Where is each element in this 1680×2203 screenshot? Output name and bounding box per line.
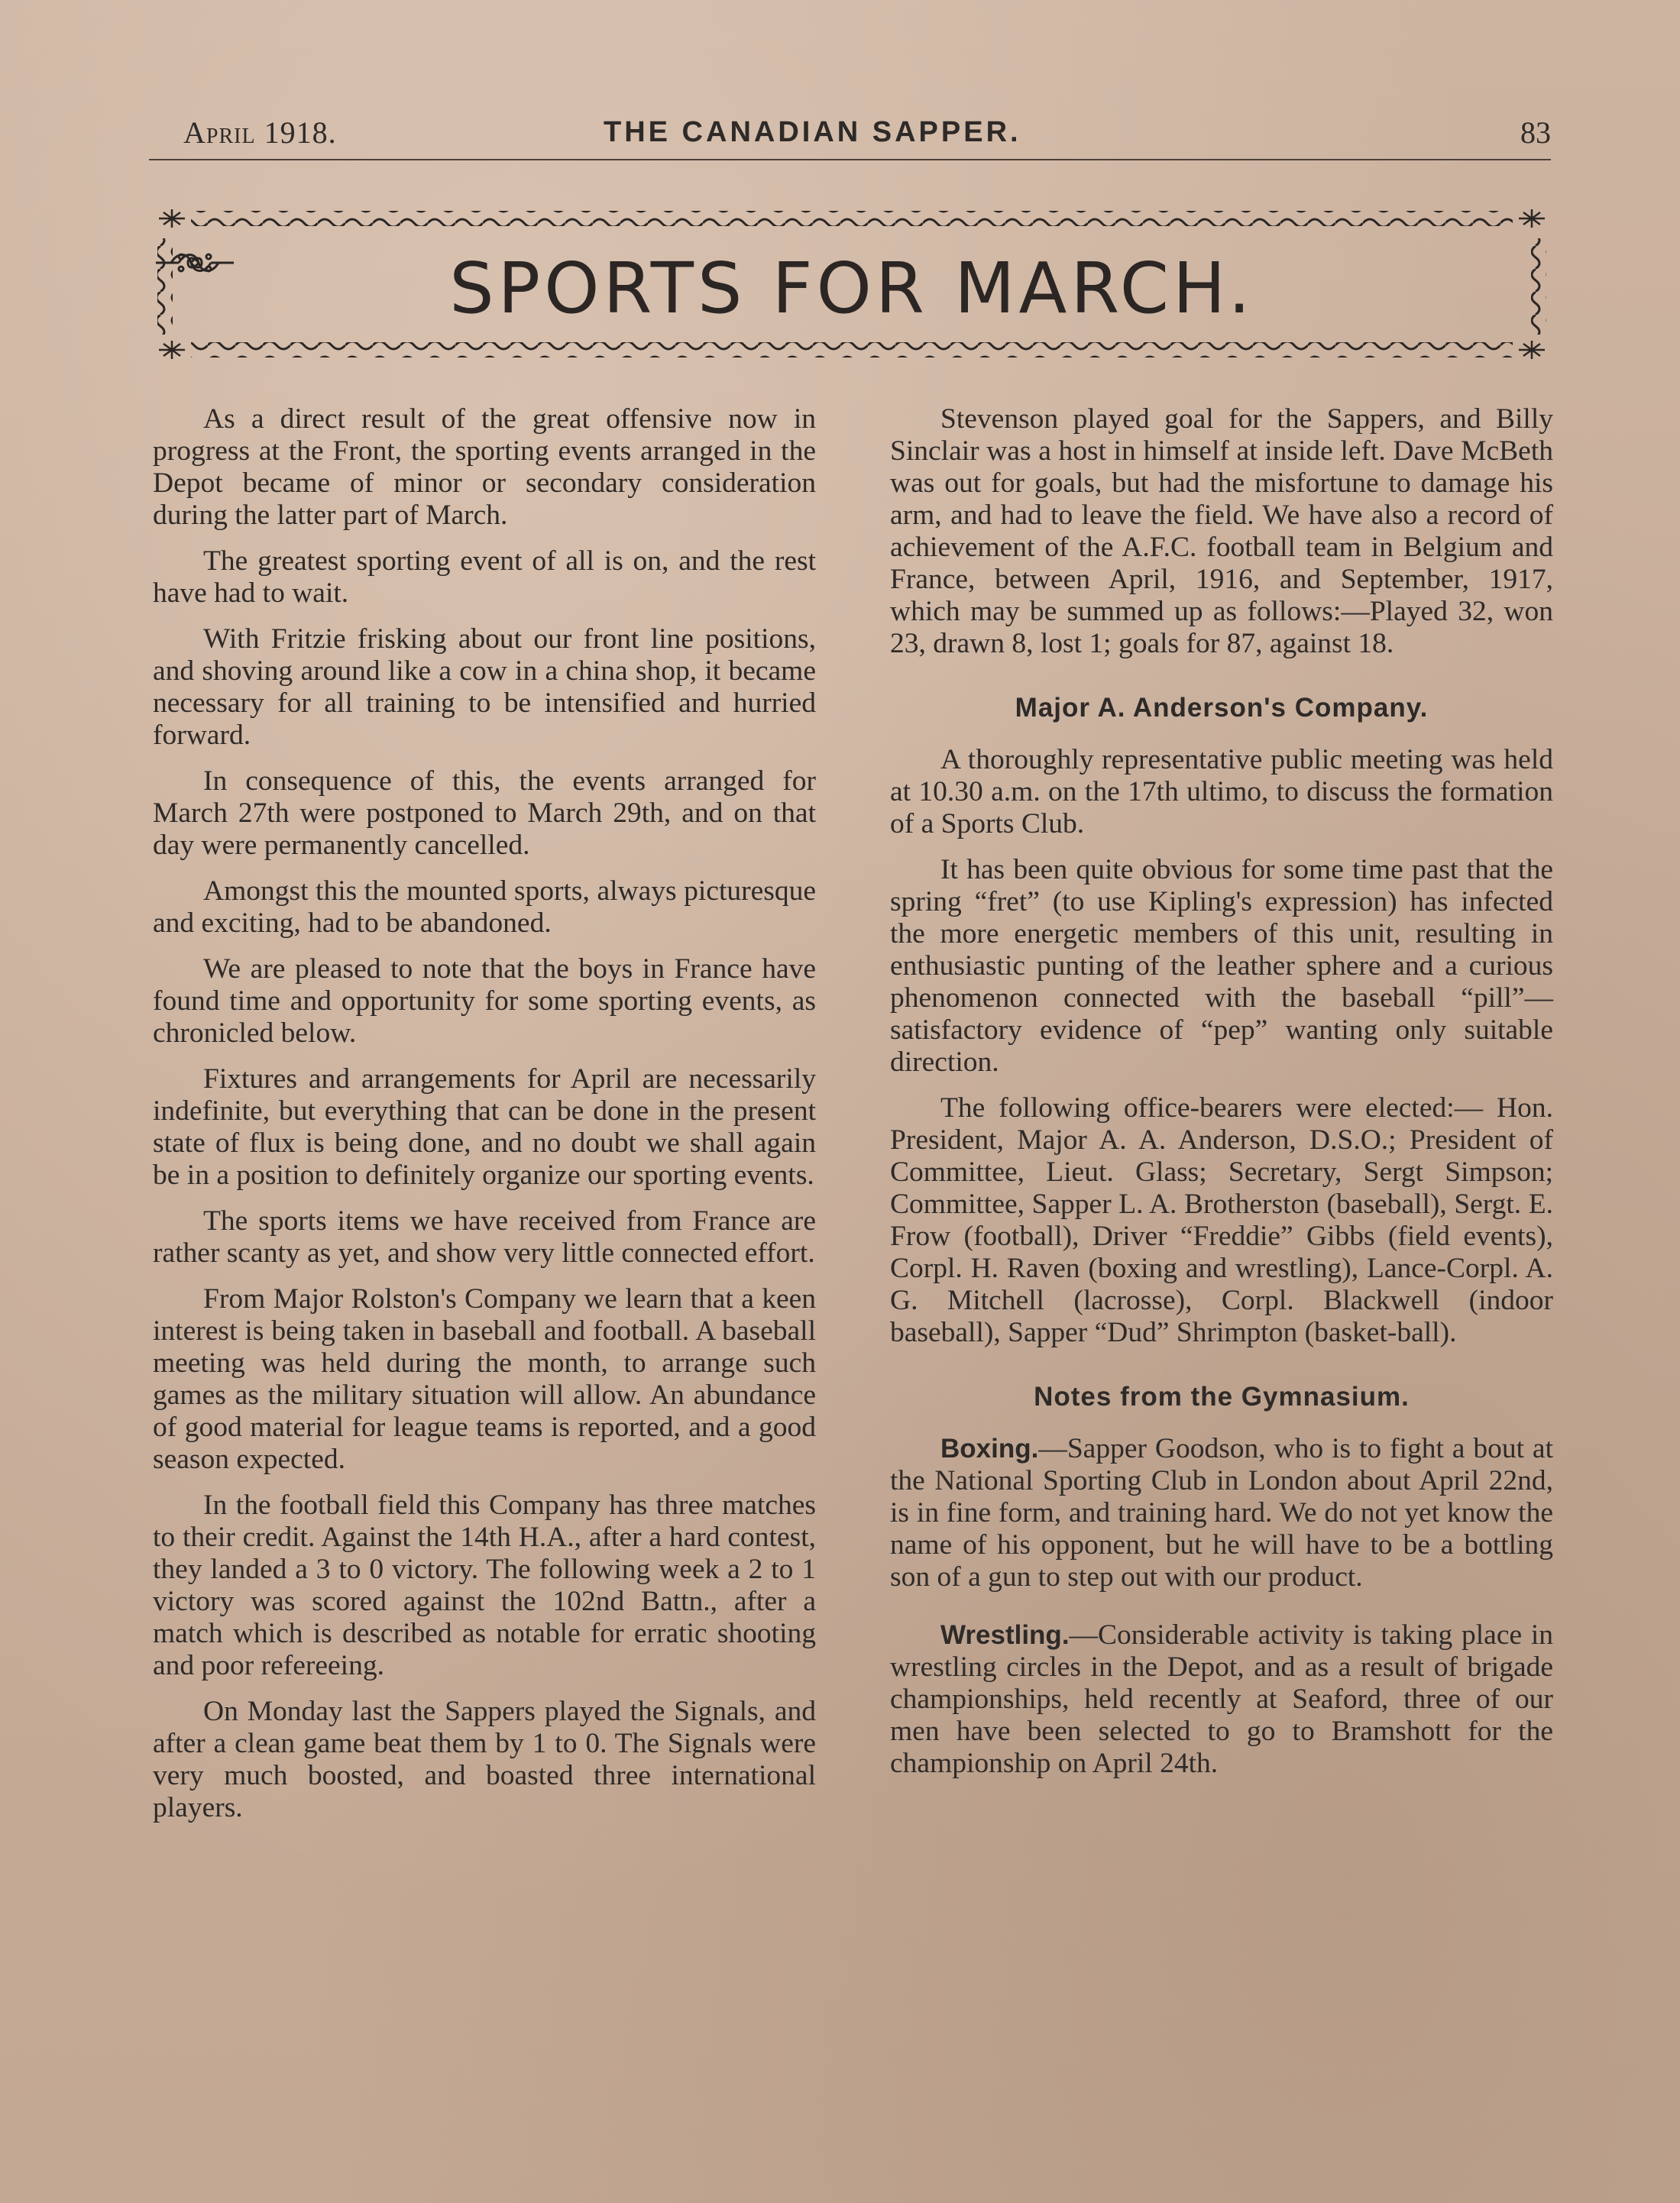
boxing-runin: Boxing.	[940, 1434, 1039, 1464]
paragraph: Stevenson played goal for the Sappers, and Billy Sinclair was a host in himself at inside left. Dave McBeth was out for goals, but had the misfortune to damage his arm, and had to leave the field. We have also a record of achievement of the A.F.C. football team in Belgium and France, between April, 1916, and September, 1917, which may be summed up as follows:—Played 32, won 23, drawn 8, lost 1; goals for 87, against 18.	[890, 403, 1553, 659]
paragraph: As a direct result of the great offensive now in progress at the Front, the sporting events arranged in the Depot became of minor or secondary consideration during the latter part of March.	[153, 403, 816, 531]
paragraph: The sports items we have received from France are rather scanty as yet, and show very little connected effort.	[153, 1205, 816, 1269]
paragraph: Amongst this the mounted sports, always picturesque and exciting, had to be abandoned.	[153, 875, 816, 939]
paragraph: The greatest sporting event of all is on, and the rest have had to wait.	[153, 545, 816, 609]
paragraph: From Major Rolston's Company we learn that a keen interest is being taken in baseball and football. A baseball meeting was held during the month, to arrange such games as the military situation will allow. An abundance of good material for league teams is reported, and a good season expected.	[153, 1283, 816, 1475]
wrestling-paragraph	[890, 1619, 1553, 1780]
paragraph: The following office-bearers were elected:— Hon. President, Major A. A. Anderson, D.S.O.; President of Committee, Lieut. Glass; Secretary, Sergt Simpson; Committee, Sapper L. A. Brotherston (baseball), Sergt. E. Frow (football), Driver “Freddie” Gibbs (field events), Corpl. H. Raven (boxing and wrestling), Lance-Corpl. A. G. Mitchell (lacrosse), Corpl. Blackwell (indoor baseball), Sapper “Dud” Shrimpton (basket-ball).	[890, 1092, 1553, 1348]
boxing-text: —Sapper Goodson, who is to fight a bout at the National Sporting Club in London about April 22nd, is in fine form, and training hard. We do not yet know the name of his opponent, but he will have to be a bottling son of a gun to step out with our product.	[890, 1433, 1553, 1593]
header-rule	[149, 159, 1551, 160]
paragraph: We are pleased to note that the boys in France have found time and opportunity for some sporting events, as chronicled below.	[153, 953, 816, 1049]
page-number: 83	[1520, 115, 1551, 150]
paragraph: In consequence of this, the events arranged for March 27th were postponed to March 29th, and on that day were permanently cancelled.	[153, 765, 816, 861]
right-fleuron-icon	[153, 247, 237, 278]
paragraph: With Fritzie frisking about our front line positions, and shoving around like a cow in a china shop, it became necessary for all training to be intensified and hurried forward.	[153, 623, 816, 751]
running-header	[153, 115, 1551, 160]
wrestling-runin: Wrestling.	[940, 1620, 1070, 1650]
right-column	[890, 403, 1553, 1794]
header-publication: THE CANADIAN SAPPER.	[604, 116, 1021, 148]
paragraph: On Monday last the Sappers played the Signals, and after a clean game beat them by 1 to 0. The Signals were very much boosted, and boasted three international players.	[153, 1696, 816, 1823]
header-date: April 1918.	[183, 115, 337, 150]
article-title: SPORTS FOR MARCH.	[449, 247, 1254, 329]
paragraph: A thoroughly representative public meeting was held at 10.30 a.m. on the 17th ultimo, to discuss the formation of a Sports Club.	[890, 744, 1553, 839]
boxing-paragraph	[890, 1433, 1553, 1593]
section-heading-gymnasium: Notes from the Gymnasium.	[1034, 1382, 1410, 1412]
title-frame	[153, 200, 1551, 367]
left-column	[153, 403, 816, 1838]
paragraph: Fixtures and arrangements for April are necessarily indefinite, but everything that can be done in the present state of flux is being done, and no doubt we shall again be in a position to definitely organize our sporting events.	[153, 1063, 816, 1191]
paragraph: It has been quite obvious for some time past that the spring “fret” (to use Kipling's expression) has infected the more energetic members of this unit, resulting in enthusiastic punting of the leather sphere and a curious phenomenon connected with the baseball “pill”—satisfactory evidence of “pep” wanting only suitable direction.	[890, 854, 1553, 1078]
wrestling-text: —Considerable activity is taking place in wrestling circles in the Depot, and as a result of brigade championships, held recently at Seaford, three of our men have been selected to go to Bramshott for the championship on April 24th.	[890, 1619, 1553, 1779]
paragraph: In the football field this Company has three matches to their credit. Against the 14th H.A., after a hard contest, they landed a 3 to 0 victory. The following week a 2 to 1 victory was scored against the 102nd Battn., after a match which is described as notable for erratic shooting and poor refereeing.	[153, 1490, 816, 1681]
section-heading-anderson: Major A. Anderson's Company.	[1015, 693, 1429, 723]
